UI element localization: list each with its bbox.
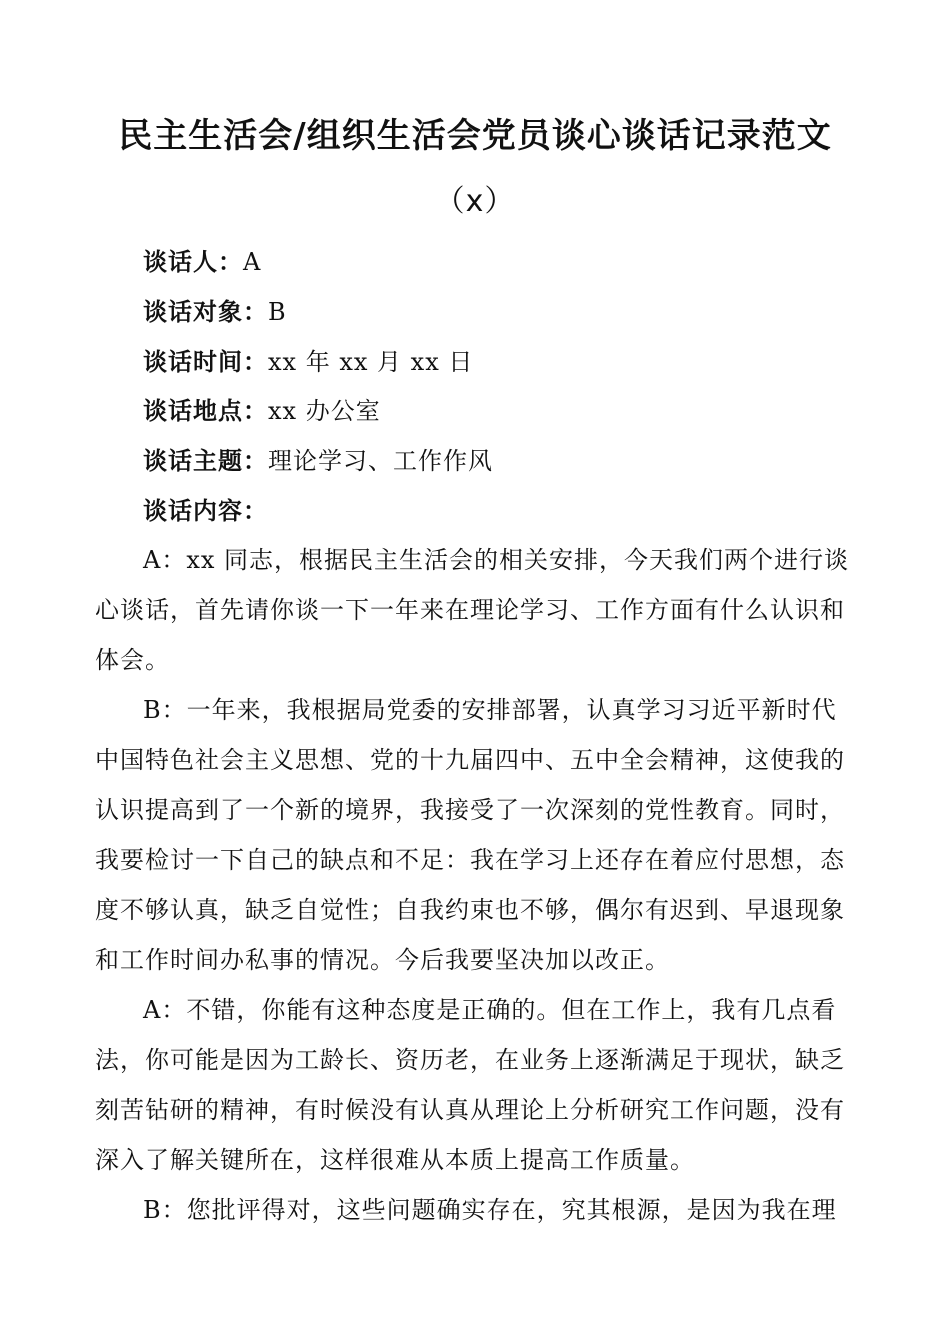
paragraph: [95, 535, 855, 685]
meta-value: A: [243, 248, 262, 276]
meta-label: 谈话对象：: [143, 298, 268, 326]
paragraph-line: 深入了解关键所在，这样很难从本质上提高工作质量。: [95, 1146, 695, 1174]
paragraph-line: 体会。: [95, 646, 170, 674]
meta-value: xx 年 xx 月 xx 日: [268, 348, 474, 376]
document-title-suffix: （x）: [434, 184, 516, 219]
meta-label: 谈话时间：: [143, 348, 268, 376]
document-title: 民主生活会/组织生活会党员谈心谈话记录范文: [118, 116, 832, 156]
meta-content: [143, 496, 268, 527]
paragraph-line: 和工作时间办私事的情况。今后我要坚决加以改正。: [95, 946, 670, 974]
meta-label: 谈话内容：: [143, 497, 268, 525]
meta-value: xx 办公室: [268, 397, 381, 425]
meta-value: B: [268, 298, 287, 326]
paragraph-line: 心谈话，首先请你谈一下一年来在理论学习、工作方面有什么认识和: [95, 596, 845, 624]
paragraph-line: 中国特色社会主义思想、党的十九届四中、五中全会精神，这使我的: [95, 746, 845, 774]
meta-label: 谈话主题：: [143, 447, 268, 475]
meta-location: [143, 396, 381, 427]
paragraph-line: A：xx 同志，根据民主生活会的相关安排，今天我们两个进行谈: [143, 546, 850, 574]
paragraph-line: 度不够认真，缺乏自觉性；自我约束也不够，偶尔有迟到、早退现象: [95, 896, 845, 924]
meta-topic: [143, 446, 493, 477]
paragraph: [95, 1185, 855, 1235]
meta-value: 理论学习、工作作风: [268, 447, 493, 475]
paragraph-line: B：您批评得对，这些问题确实存在，究其根源，是因为我在理: [143, 1196, 837, 1224]
paragraph: [95, 985, 855, 1185]
paragraph-line: 法，你可能是因为工龄长、资历老，在业务上逐渐满足于现状，缺乏: [95, 1046, 845, 1074]
meta-label: 谈话人：: [143, 248, 243, 276]
meta-time: [143, 347, 473, 378]
meta-target: [143, 297, 287, 328]
paragraph-line: 认识提高到了一个新的境界，我接受了一次深刻的党性教育。同时，: [95, 796, 845, 824]
paragraph: [95, 685, 855, 985]
paragraph-line: 刻苦钻研的精神，有时候没有认真从理论上分析研究工作问题，没有: [95, 1096, 845, 1124]
meta-speaker: [143, 247, 261, 278]
paragraph-line: 我要检讨一下自己的缺点和不足：我在学习上还存在着应付思想，态: [95, 846, 845, 874]
meta-label: 谈话地点：: [143, 397, 268, 425]
paragraph-line: A：不错，你能有这种态度是正确的。但在工作上，我有几点看: [143, 996, 837, 1024]
paragraph-line: B：一年来，我根据局党委的安排部署，认真学习习近平新时代: [143, 696, 837, 724]
